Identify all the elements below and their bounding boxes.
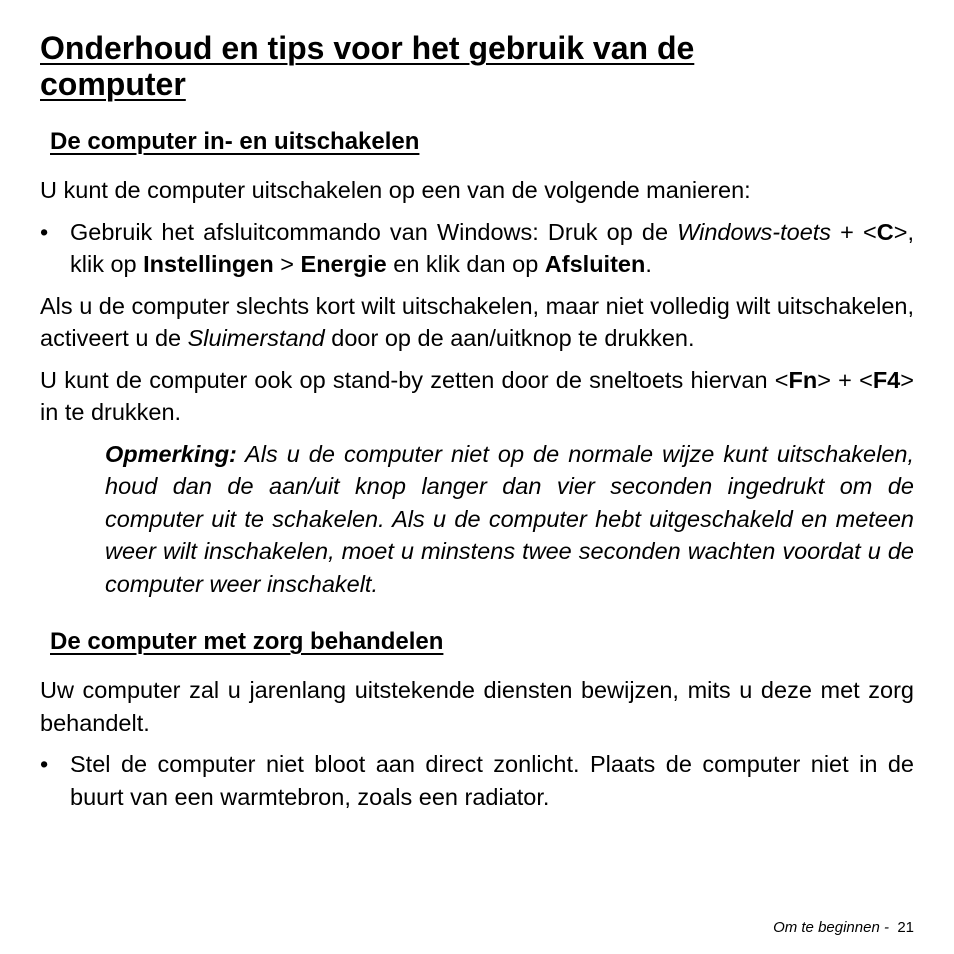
footer-chapter-title: Om te beginnen - [773,919,889,936]
shutdown-bullet: • Gebruik het afsluitcommando van Windows: Druk op de Windows-toets + <C>, klik op Instellingen > Energie en klik dan op Afsluiten. [40,216,914,281]
care-intro-paragraph: Uw computer zal u jarenlang uitstekende diensten bewijzen, mits u deze met zorg behandelt. [40,677,914,736]
section-heading-power: De computer in- en uitschakelen [50,128,420,155]
page-title-line2: computer [40,66,186,102]
page-title [40,30,914,102]
sunlight-bullet: • Stel de computer niet bloot aan direct zonlicht. Plaats de computer niet in de buurt van een warmtebron, zoals een radiator. [40,748,914,813]
note-text: Als u de computer niet op de normale wijze kunt uitschakelen, houd dan de aan/uit knop langer dan vier seconden ingedrukt om de computer uit te schakelen. Als u de computer hebt uitgeschakeld en meteen weer wilt inschakelen, moet u minstens twee seconden wachten voordat u de computer weer inschakelt. [105,440,914,597]
page-content [40,30,914,813]
footer-page-number: 21 [897,919,914,936]
bullet-dot: • [40,218,49,245]
note-label: Opmerking: [105,440,237,467]
bullet-dot: • [40,751,49,777]
note-block [105,438,914,601]
section-heading-care: De computer met zorg behandelen [50,628,444,655]
sleep-paragraph: Als u de computer slechts kort wilt uitschakelen, maar niet volledig wilt uitschakelen, activeert u de Sluimerstand door op de aan/uitknop te drukken. [40,292,914,351]
power-intro-paragraph: U kunt de computer uitschakelen op een van de volgende manieren: [40,177,751,203]
standby-paragraph: U kunt de computer ook op stand-by zetten door de sneltoets hiervan <Fn> + <F4> in te drukken. [40,366,914,425]
page-footer [773,918,914,938]
page-title-line1: Onderhoud en tips voor het gebruik van de [40,30,695,66]
